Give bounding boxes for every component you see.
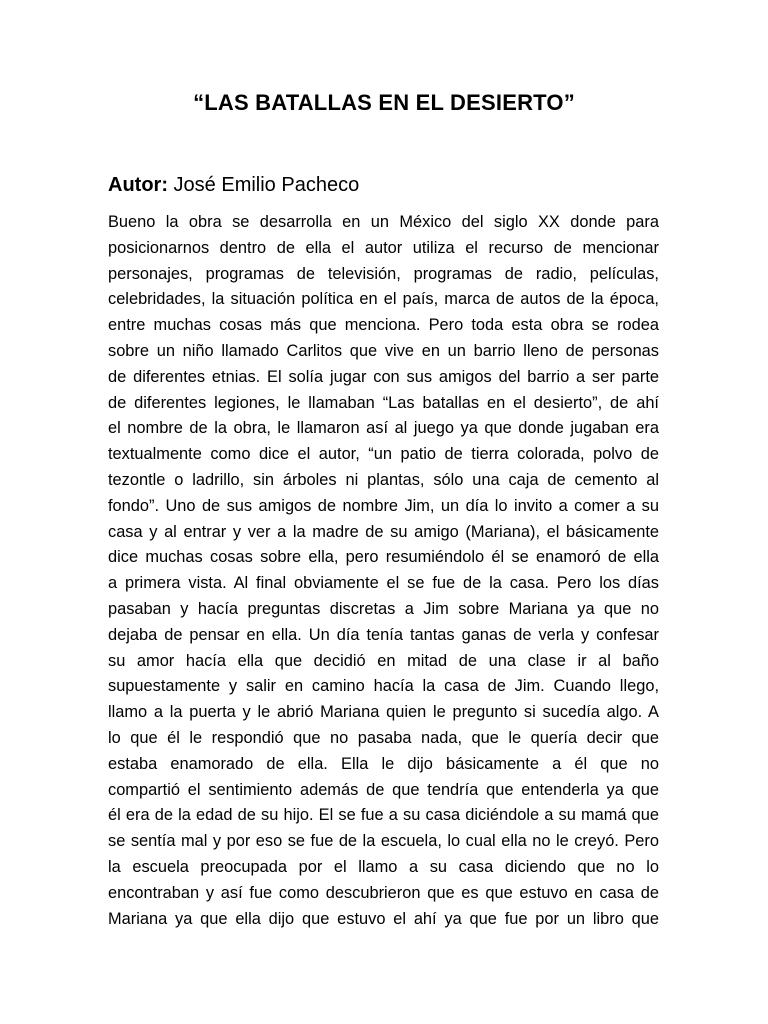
body-line: él era de la edad de su hijo. El se fue a su casa diciéndole a su mamá que [108,806,659,825]
body-line: a primera vista. Al final obviamente el se fue de la casa. Pero los días [108,574,659,593]
body-line: lo que él le respondió que no pasaba nada, que le quería decir que [108,728,659,747]
author-line [108,174,359,197]
body-line: textualmente como dice el autor, “un patio de tierra colorada, polvo de [108,445,659,464]
body-line: Bueno la obra se desarrolla en un México del siglo XX donde para [108,213,659,231]
body-line: se sentía mal y por eso se fue de la escuela, lo cual ella no le creyó. Pero [108,832,659,851]
body-line: fondo”. Uno de sus amigos de nombre Jim, un día lo invito a comer a su [108,496,659,515]
body-line: supuestamente y salir en camino hacía la casa de Jim. Cuando llego, [108,677,659,696]
body-line: Mariana ya que ella dijo que estuvo el ahí ya que fue por un libro que [108,909,659,928]
body-line: sobre un niño llamado Carlitos que vive en un barrio lleno de personas [108,341,659,360]
body-line: de diferentes legiones, le llamaban “Las batallas en el desierto”, de ahí [108,393,659,412]
body-line: dice muchas cosas sobre ella, pero resumiéndolo él se enamoró de ella [108,548,659,567]
body-line: celebridades, la situación política en el país, marca de autos de la época, [108,290,659,309]
body-line: posicionarnos dentro de ella el autor utiliza el recurso de mencionar [108,238,659,257]
document-title: “LAS BATALLAS EN EL DESIERTO” [193,90,575,115]
author-label: Autor: [108,174,168,196]
body-line: llamo a la puerta y le abrió Mariana quien le pregunto si sucedía algo. A [108,703,659,722]
body-line: personajes, programas de televisión, programas de radio, películas, [108,264,659,283]
body-line: compartió el sentimiento además de que tendría que entenderla ya que [108,780,659,799]
body-line: encontraban y así fue como descubrieron que es que estuvo en casa de [108,883,659,902]
body-line: entre muchas cosas más que menciona. Pero toda esta obra se rodea [108,316,659,335]
body-line: casa y al entrar y ver a la madre de su amigo (Mariana), el básicamente [108,522,659,541]
body-line: pasaban y hacía preguntas discretas a Jim sobre Mariana ya que no [108,599,659,618]
author-name: José Emilio Pacheco [173,174,360,196]
body-line: de diferentes etnias. El solía jugar con sus amigos del barrio a ser parte [108,367,659,386]
body-line: dejaba de pensar en ella. Un día tenía tantas ganas de verla y confesar [108,625,659,644]
body-line: la escuela preocupada por el llamo a su casa diciendo que no lo [108,857,659,876]
body-line: el nombre de la obra, le llamaron así al juego ya que donde jugaban era [108,419,659,438]
body-line: su amor hacía ella que decidió en mitad de una clase ir al baño [108,651,659,670]
body-line: tezontle o ladrillo, sin árboles ni plantas, sólo una caja de cemento al [108,470,659,489]
body-line: estaba enamorado de ella. Ella le dijo básicamente a él que no [108,754,659,773]
body-paragraph [108,210,659,932]
